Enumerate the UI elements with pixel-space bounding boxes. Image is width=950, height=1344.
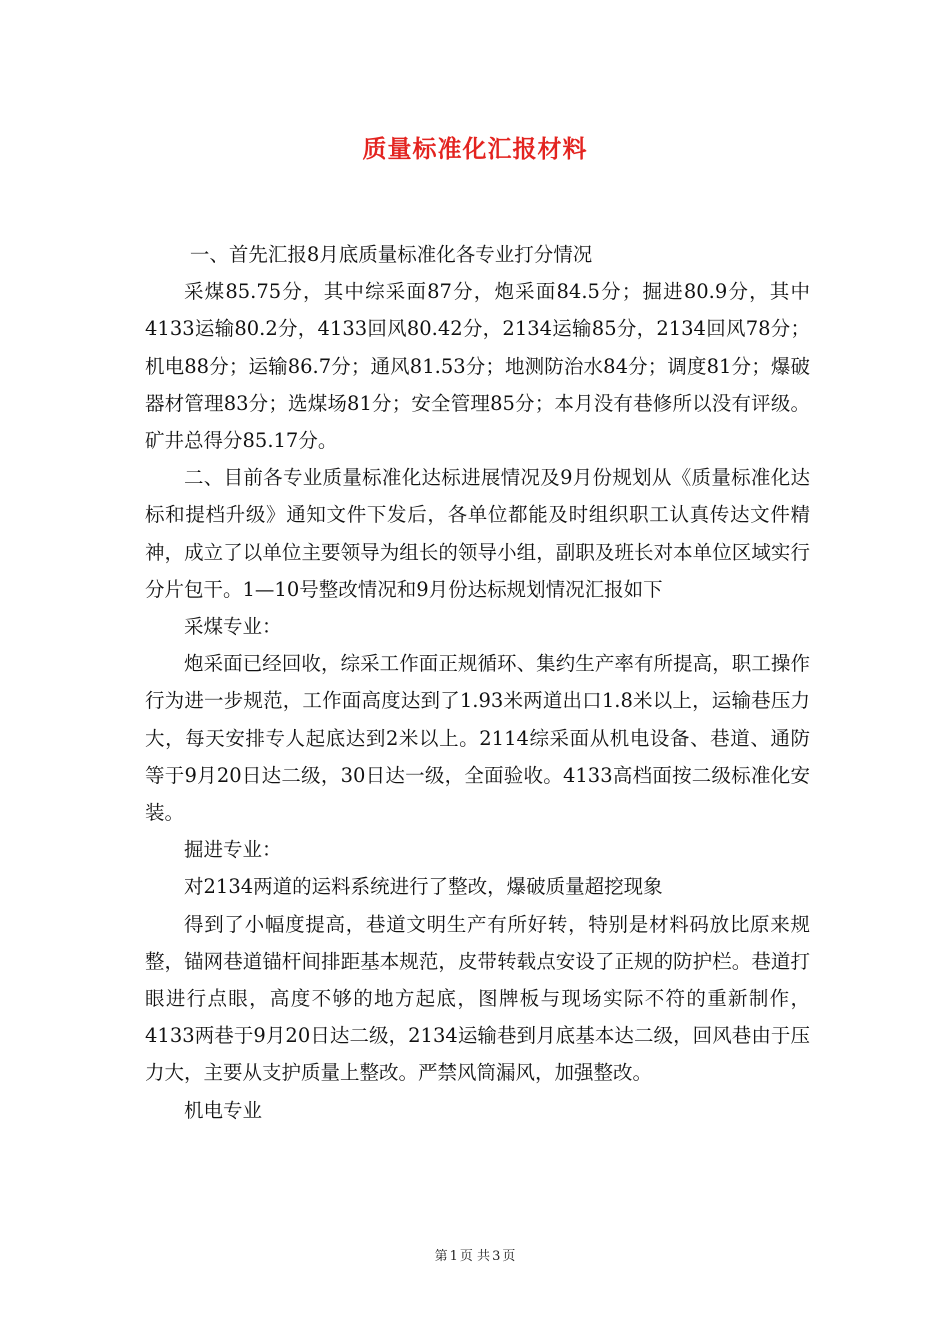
- paragraph-coal-mining: 炮采面已经回收，综采工作面正规循环、集约生产率有所提高，职工操作行为进一步规范，工作面高度达到了1.93米两道出口1.8米以上，运输巷压力大，每天安排专人起底达到2米以上。2114综采面从机电设备、巷道、通防等于9月20日达二级，30日达一级，全面验收。4133高档面按二级标准化安装。: [145, 652, 810, 825]
- paragraph-scores: 采煤85.75分，其中综采面87分，炮采面84.5分；掘进80.9分，其中4133运输80.2分，4133回风80.42分，2134运输85分，2134回风78分；机电88分；运输86.7分；通风81.53分；地测防治水84分；调度81分；爆破器材管理83分；选煤场81分；安全管理85分；本月没有巷修所以没有评级。矿井总得分85.17分。: [145, 280, 810, 453]
- footer-page-suffix: 页: [502, 1249, 516, 1264]
- document-body: [145, 236, 810, 1129]
- subheading-coal-mining: 采煤专业：: [184, 615, 282, 639]
- footer-page-current: 1: [449, 1249, 458, 1264]
- section-heading-2: 二、目前各专业质量标准化达标进展情况及9月份规划从《质量标准化达标和提档升级》通知文件下发后，各单位都能及时组织职工认真传达文件精神，成立了以单位主要领导为组长的领导小组，副职及班长对本单位区域实行分片包干。1—10号整改情况和9月份达标规划情况汇报如下: [145, 466, 810, 601]
- footer-page-total: 3: [492, 1249, 501, 1264]
- paragraph-tunneling: 得到了小幅度提高，巷道文明生产有所好转，特别是材料码放比原来规整，锚网巷道锚杆间排距基本规范，皮带转载点安设了正规的防护栏。巷道打眼进行点眼，高度不够的地方起底，图牌板与现场实际不符的重新制作，4133两巷于9月20日达二级，2134运输巷到月底基本达二级，回风巷由于压力大，主要从支护质量上整改。严禁风筒漏风，加强整改。: [145, 912, 810, 1085]
- footer-page-prefix: 第: [434, 1249, 448, 1264]
- footer-page-middle: 页 共: [459, 1249, 491, 1264]
- paragraph-tunneling-intro: 对2134两道的运料系统进行了整改，爆破质量超挖现象: [184, 875, 663, 899]
- section-heading-1: 一、首先汇报8月底质量标准化各专业打分情况: [189, 243, 593, 266]
- document-title: 质量标准化汇报材料: [362, 134, 588, 163]
- subheading-mechanical-electrical: 机电专业: [184, 1098, 263, 1122]
- subheading-tunneling: 掘进专业：: [184, 838, 282, 862]
- page-footer: [0, 1248, 950, 1266]
